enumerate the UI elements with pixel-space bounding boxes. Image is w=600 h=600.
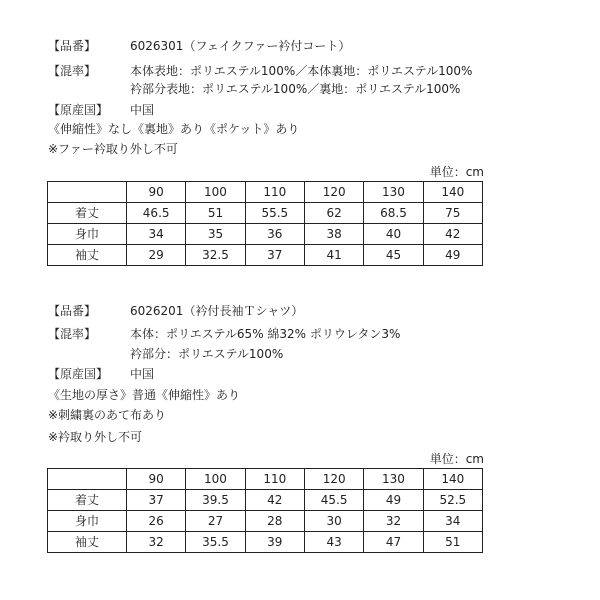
table-cell: 62 <box>304 203 363 224</box>
table-cell: 袖丈 <box>48 245 127 266</box>
table-cell: 身巾 <box>48 511 127 532</box>
product2-material-line1: 本体：ポリエステル65% 綿32% ポリウレタン3% <box>130 327 401 341</box>
table-cell: 袖丈 <box>48 532 127 553</box>
table-cell: 120 <box>304 182 363 203</box>
table-cell <box>48 182 127 203</box>
table-cell: 68.5 <box>364 203 423 224</box>
table-cell: 29 <box>127 245 186 266</box>
product2-note: 《生地の厚さ》普通《伸縮性》あり <box>48 388 241 402</box>
table-cell: 130 <box>364 469 423 490</box>
product1-note: 《伸縮性》なし《裏地》あり《ポケット》あり <box>48 122 300 136</box>
table-cell: 75 <box>423 203 482 224</box>
table-cell: 35 <box>186 224 245 245</box>
product2-origin-label: 【原産国】 <box>48 367 109 381</box>
table-cell: 37 <box>245 245 304 266</box>
product1-unit: 単位：cm <box>429 165 484 179</box>
table-cell: 40 <box>364 224 423 245</box>
table-cell: 90 <box>127 469 186 490</box>
table-cell: 32 <box>364 511 423 532</box>
table-cell: 140 <box>423 469 482 490</box>
table-cell: 51 <box>423 532 482 553</box>
table-cell: 45 <box>364 245 423 266</box>
product1-size-table <box>47 181 483 266</box>
table-cell: 34 <box>127 224 186 245</box>
product2-material-line2: 衿部分：ポリエステル100% <box>130 347 284 361</box>
table-cell: 身巾 <box>48 224 127 245</box>
product1-note: ※ファー衿取り外し不可 <box>48 142 178 156</box>
product1-origin-label: 【原産国】 <box>48 103 109 117</box>
table-cell: 36 <box>245 224 304 245</box>
table-row <box>48 511 483 532</box>
table-cell: 42 <box>245 490 304 511</box>
table-cell: 49 <box>364 490 423 511</box>
table-cell: 39.5 <box>186 490 245 511</box>
table-cell: 140 <box>423 182 482 203</box>
product1-material-label: 【混率】 <box>48 64 97 78</box>
table-cell: 49 <box>423 245 482 266</box>
table-cell: 51 <box>186 203 245 224</box>
table-cell: 着丈 <box>48 490 127 511</box>
table-cell: 130 <box>364 182 423 203</box>
table-cell: 26 <box>127 511 186 532</box>
table-cell: 43 <box>304 532 363 553</box>
table-cell: 35.5 <box>186 532 245 553</box>
table-cell: 38 <box>304 224 363 245</box>
product1-code-value: 6026301（フェイクファー衿付コート） <box>130 39 351 53</box>
table-cell: 90 <box>127 182 186 203</box>
table-cell: 110 <box>245 182 304 203</box>
product1-origin-value: 中国 <box>130 103 155 117</box>
table-cell: 37 <box>127 490 186 511</box>
table-row <box>48 532 483 553</box>
product2-origin-value: 中国 <box>130 367 155 381</box>
table-header-row <box>48 182 483 203</box>
table-cell: 32.5 <box>186 245 245 266</box>
table-cell: 110 <box>245 469 304 490</box>
table-cell: 34 <box>423 511 482 532</box>
table-cell: 39 <box>245 532 304 553</box>
table-cell: 52.5 <box>423 490 482 511</box>
table-cell: 46.5 <box>127 203 186 224</box>
table-cell: 28 <box>245 511 304 532</box>
product1-material-line1: 本体表地：ポリエステル100%／本体裏地：ポリエステル100% <box>130 64 473 78</box>
table-row <box>48 224 483 245</box>
table-cell: 45.5 <box>304 490 363 511</box>
product2-size-table <box>47 468 483 553</box>
product1-material-line2: 衿部分表地：ポリエステル100%／裏地：ポリエステル100% <box>130 82 461 96</box>
product2-note: ※刺繍裏のあて布あり <box>48 408 167 422</box>
table-cell: 32 <box>127 532 186 553</box>
table-cell: 47 <box>364 532 423 553</box>
table-cell <box>48 469 127 490</box>
table-cell: 55.5 <box>245 203 304 224</box>
table-cell: 27 <box>186 511 245 532</box>
product2-unit: 単位：cm <box>429 452 484 466</box>
product2-note: ※衿取り外し不可 <box>48 430 143 444</box>
table-cell: 120 <box>304 469 363 490</box>
product2-code-label: 【品番】 <box>48 304 97 318</box>
table-cell: 41 <box>304 245 363 266</box>
product2-code-value: 6026201（衿付長袖Ｔシャツ） <box>130 304 304 318</box>
product1-code-label: 【品番】 <box>48 39 97 53</box>
table-cell: 30 <box>304 511 363 532</box>
table-cell: 100 <box>186 182 245 203</box>
table-row <box>48 203 483 224</box>
table-cell: 着丈 <box>48 203 127 224</box>
product2-material-label: 【混率】 <box>48 327 97 341</box>
table-row <box>48 245 483 266</box>
table-cell: 100 <box>186 469 245 490</box>
table-header-row <box>48 469 483 490</box>
table-row <box>48 490 483 511</box>
table-cell: 42 <box>423 224 482 245</box>
